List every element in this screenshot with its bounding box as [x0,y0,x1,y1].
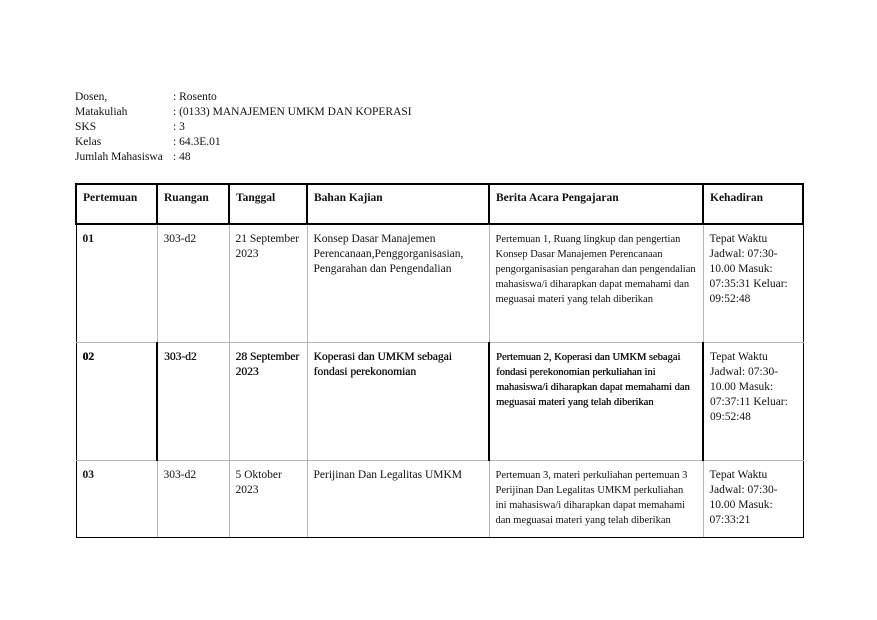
info-row-dosen [75,90,412,105]
cell-kehadiran: Tepat Waktu Jadwal: 07:30-10.00 Masuk: 07:37:11 Keluar: 09:52:48 [703,342,803,460]
info-row-sks [75,120,412,135]
cell-pertemuan: 03 [76,460,157,538]
cell-berita-acara: Pertemuan 3, materi perkuliahan pertemuan 3 Perijinan Dan Legalitas UMKM perkuliahan ini mahasiswa/i diharapkan dapat memahami dan meguasai materi yang telah diberikan [489,460,703,538]
cell-pertemuan: 02 [76,342,157,460]
info-label: Matakuliah [75,106,128,118]
cell-tanggal: 5 Oktober 2023 [229,460,307,538]
header-tanggal: Tanggal [229,184,307,224]
cell-bahan-kajian: Konsep Dasar Manajemen Perencanaan,Penggorganisasian, Pengarahan dan Pengendalian [307,224,489,342]
header-ruangan: Ruangan [157,184,229,224]
info-label: Kelas [75,136,102,148]
course-info [75,90,412,165]
table-row [76,342,803,460]
info-label: SKS [75,121,97,133]
info-value: : Rosento [173,91,217,103]
header-pertemuan: Pertemuan [76,184,157,224]
table-header-row [76,184,803,224]
cell-bahan-kajian: Perijinan Dan Legalitas UMKM [307,460,489,538]
header-bahan-kajian: Bahan Kajian [307,184,489,224]
cell-ruangan: 303-d2 [157,460,229,538]
info-label: Dosen, [75,91,108,103]
info-value: : 64.3E.01 [173,136,221,148]
cell-ruangan: 303-d2 [157,342,229,460]
attendance-table [75,183,804,538]
cell-ruangan: 303-d2 [157,224,229,342]
info-value: : (0133) MANAJEMEN UMKM DAN KOPERASI [173,106,412,118]
info-row-jumlah-mahasiswa [75,150,412,165]
table-row [76,460,803,538]
info-value: : 48 [173,151,191,163]
header-berita-acara: Berita Acara Pengajaran [489,184,703,224]
cell-tanggal: 21 September 2023 [229,224,307,342]
info-label: Jumlah Mahasiswa [75,151,163,163]
info-value: : 3 [173,121,185,133]
cell-pertemuan: 01 [76,224,157,342]
cell-kehadiran: Tepat Waktu Jadwal: 07:30-10.00 Masuk: 07:35:31 Keluar: 09:52:48 [703,224,803,342]
cell-tanggal: 28 September 2023 [229,342,307,460]
info-row-matakuliah [75,105,412,120]
cell-bahan-kajian: Koperasi dan UMKM sebagai fondasi perekonomian [307,342,489,460]
cell-kehadiran: Tepat Waktu Jadwal: 07:30-10.00 Masuk: 07:33:21 [703,460,803,538]
table-row [76,224,803,342]
header-kehadiran: Kehadiran [703,184,803,224]
cell-berita-acara: Pertemuan 2, Koperasi dan UMKM sebagai fondasi perekonomian perkuliahan ini mahasiswa/i diharapkan dapat memahami dan meguasai materi yang telah diberikan [489,342,703,460]
cell-berita-acara: Pertemuan 1, Ruang lingkup dan pengertian Konsep Dasar Manajemen Perencanaan pengorganisasian pengarahan dan pengendalian mahasiswa/i diharapkan dapat memahami dan meguasai materi yang telah diberikan [489,224,703,342]
info-row-kelas [75,135,412,150]
